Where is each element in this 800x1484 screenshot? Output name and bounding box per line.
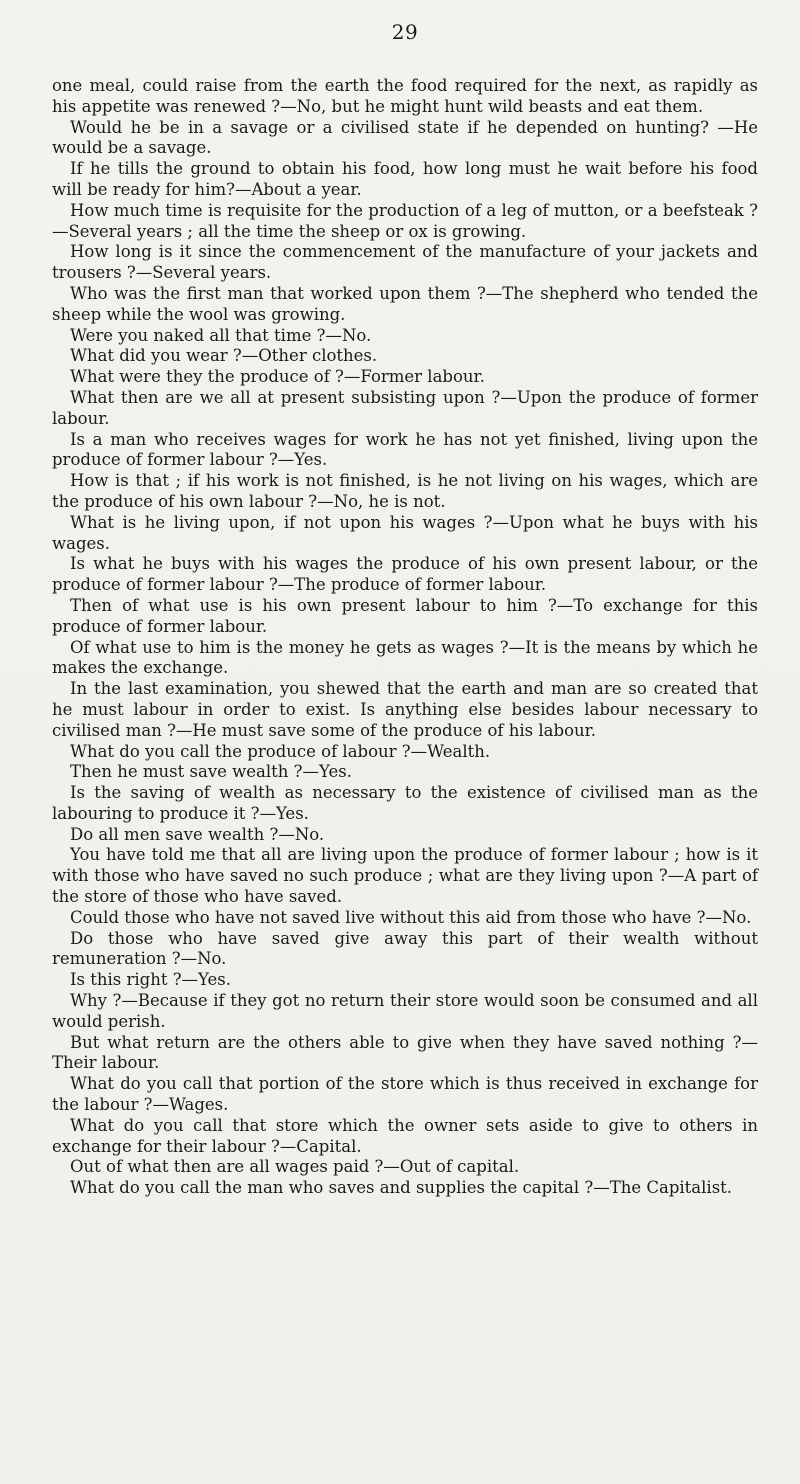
paragraph: Were you naked all that time ?—No. (70, 325, 372, 345)
paragraph: one meal, could raise from the earth the food required for the next, as rapidly as his appetite was renewed ?—No, but he might hunt wild beasts and eat them. (52, 76, 758, 116)
paragraph: In the last examination, you shewed that the earth and man are so created that he must labour in order to exist. Is anything else besides labour necessary to civilised man ?—He must save some of the produce of his labour. (52, 679, 758, 740)
paragraph: Do all men save wealth ?—No. (70, 824, 325, 844)
paragraph: Out of what then are all wages paid ?—Out of capital. (70, 1157, 520, 1177)
paragraph: Then of what use is his own present labour to him ?—To exchange for this produce of former labour. (52, 595, 758, 636)
paragraph: How long is it since the commencement of the manufacture of your jackets and trousers ?—Several years. (52, 242, 758, 283)
paragraph: Is the saving of wealth as necessary to the existence of civilised man as the labouring to produce it ?—Yes. (52, 783, 758, 823)
paragraph: How much time is requisite for the production of a leg of mutton, or a beefsteak ?—Several years ; all the time the sheep or ox is growing. (52, 200, 758, 241)
paragraph: Then he must save wealth ?—Yes. (70, 762, 352, 782)
paragraph: What is he living upon, if not upon his wages ?—Upon what he buys with his wages. (52, 512, 758, 553)
page-number: 29 (391, 20, 419, 44)
paragraph: What do you call the man who saves and supplies the capital ?—The Capitalist. (70, 1178, 733, 1198)
paragraph: Is this right ?—Yes. (70, 970, 231, 990)
paragraph: Could those who have not saved live without this aid from those who have ?—No. (70, 907, 752, 927)
paragraph: You have told me that all are living upon the produce of former labour ; how is it with those who have saved no such produce ; what are they living upon ?—A part of the store of those who have saved. (52, 845, 758, 907)
paragraph: But what return are the others able to give when they have saved nothing ?—Their labour. (52, 1032, 758, 1073)
paragraph: What do you call that portion of the store which is thus received in exchange for the labour ?—Wages. (52, 1074, 758, 1115)
paragraph: What did you wear ?—Other clothes. (70, 346, 378, 366)
page-body (52, 76, 758, 1199)
paragraph: What do you call that store which the owner sets aside to give to others in exchange for their labour ?—Capital. (52, 1115, 758, 1156)
paragraph: What do you call the produce of labour ?—Wealth. (70, 741, 491, 761)
paragraph: Of what use to him is the money he gets as wages ?—It is the means by which he makes the exchange. (52, 637, 758, 678)
paragraph: If he tills the ground to obtain his food, how long must he wait before his food will be ready for him?—About a year. (52, 159, 758, 199)
paragraph: Why ?—Because if they got no return their store would soon be consumed and all would perish. (52, 991, 758, 1031)
paragraph: What were they the produce of ?—Former labour. (70, 367, 485, 387)
paragraph: Is a man who receives wages for work he has not yet finished, living upon the produce of former labour ?—Yes. (52, 429, 758, 470)
paragraph: How is that ; if his work is not finished, is he not living on his wages, which are the produce of his own labour ?—No, he is not. (52, 471, 758, 511)
paragraph: Is what he buys with his wages the produce of his own present labour, or the produce of former labour ?—The produce of former labour. (52, 554, 758, 595)
paragraph: Would he be in a savage or a civilised state if he depended on hunting? —He would be a savage. (52, 117, 758, 158)
paragraph: Do those who have saved give away this part of their wealth without remuneration ?—No. (52, 928, 758, 969)
paragraph: What then are we all at present subsisting upon ?—Upon the produce of former labour. (52, 387, 758, 428)
paragraph: Who was the first man that worked upon them ?—The shepherd who tended the sheep while the wool was growing. (52, 283, 758, 324)
